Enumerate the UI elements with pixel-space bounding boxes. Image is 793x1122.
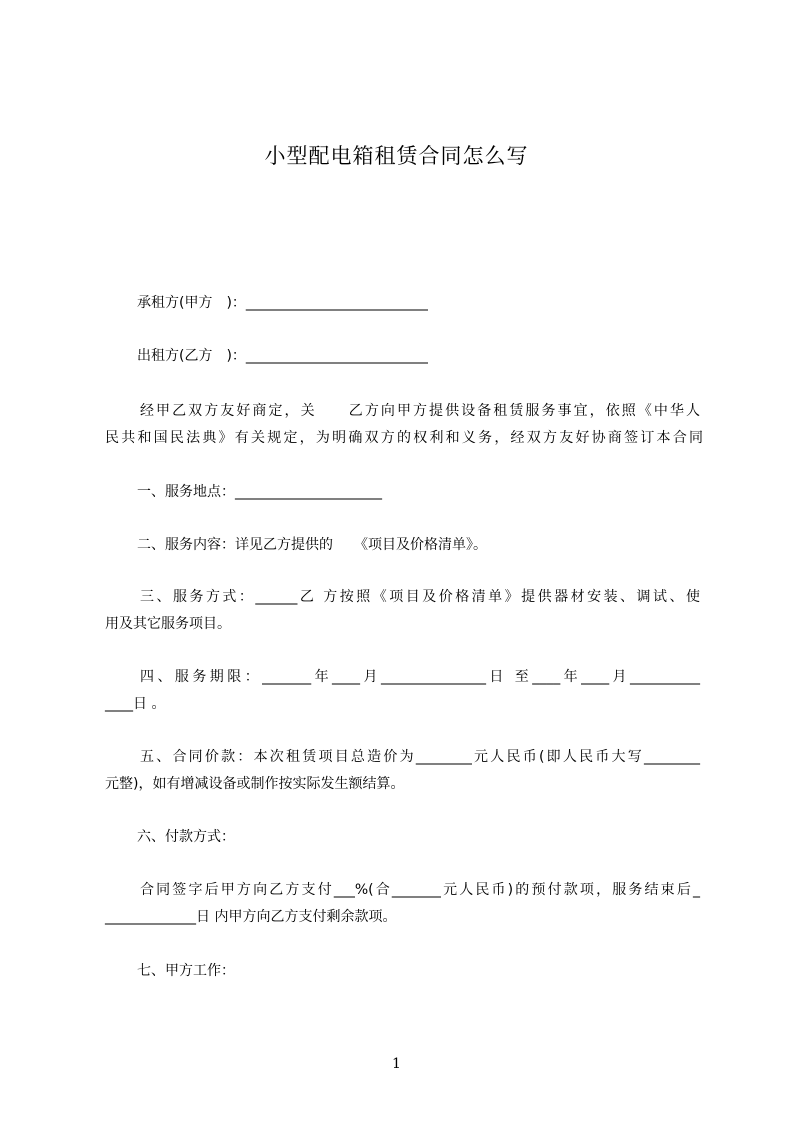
preamble-line-1: 经甲乙双方友好商定，关 乙方向甲方提供设备租赁服务事宜，依照《中华人 xyxy=(140,403,700,419)
section-5-line-1: 五、合同价款：本次租赁项目总造价为________元人民币(即人民币大写________ xyxy=(140,749,700,765)
preamble-line-2: 民共和国民法典》有关规定，为明确双方的权利和义务，经双方友好协商签订本合同 xyxy=(105,430,703,446)
section-6-paragraph-line-2: _____________日 内甲方向乙方支付剩余款项。 xyxy=(105,909,397,925)
section-6-paragraph-line-1: 合同签字后甲方向乙方支付___%(合_______元人民币)的预付款项，服务结束后_ xyxy=(140,882,700,898)
section-3-line-1: 三、服务方式：______乙 方按照《项目及价格清单》提供器材安装、调试、使 xyxy=(140,589,700,605)
section-6-payment: 六、付款方式： xyxy=(137,829,235,845)
section-3-line-2: 用及其它服务项目。 xyxy=(105,616,231,632)
lessor-line: 出租方(乙方 )：__________________________ xyxy=(137,348,428,364)
section-5-line-2: 元整)，如有增减设备或制作按实际发生额结算。 xyxy=(105,776,405,792)
page-title: 小型配电箱租赁合同怎么写 xyxy=(264,144,529,168)
page-number: 1 xyxy=(392,1056,401,1072)
lessee-line: 承租方(甲方 )：__________________________ xyxy=(137,295,428,311)
section-7-party-a-work: 七、甲方工作： xyxy=(137,963,235,979)
section-2-service-content: 二、服务内容：详见乙方提供的 《项目及价格清单》。 xyxy=(137,537,487,553)
section-1-service-location: 一、服务地点：_____________________ xyxy=(137,484,382,500)
section-4-line-1: 四、服务期限：_______年____月_______________日 至____年____月__________ xyxy=(140,669,700,685)
section-4-line-2: ____日 。 xyxy=(105,696,166,712)
